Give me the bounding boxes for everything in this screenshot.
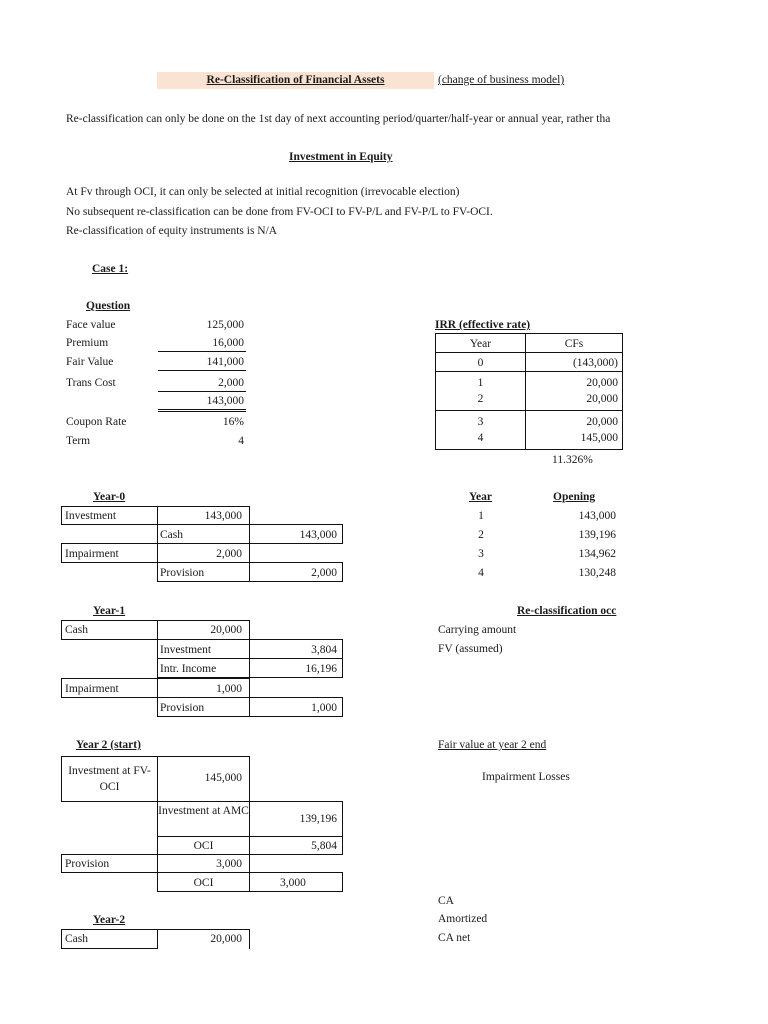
q-value-face-value: 125,000 — [206, 319, 244, 331]
irr-year-cell: 4 — [477, 432, 484, 444]
year1-investment-cr: 3,804 — [249, 639, 343, 659]
q-value-coupon-rate: 16% — [222, 416, 244, 428]
year2start-inv-amc-cr: 139,196 — [249, 801, 343, 837]
amort-opening: 134,962 — [578, 548, 616, 560]
year0-impairment-label: Impairment — [61, 543, 158, 563]
amort-opening: 139,196 — [578, 529, 616, 541]
year2-cash-label: Cash — [61, 929, 158, 949]
q-label-term: Term — [66, 435, 91, 447]
q-value-total: 143,000 — [206, 395, 244, 407]
divider — [158, 351, 246, 352]
year2start-oci2-label: OCI — [157, 872, 250, 892]
q-value-premium: 16,000 — [212, 337, 244, 349]
q-value-fair-value: 141,000 — [206, 356, 244, 368]
irr-year-cell: 1 — [477, 377, 484, 389]
irr-cf-cell: (143,000) — [525, 352, 623, 372]
reclass-fv-assumed: FV (assumed) — [438, 643, 503, 655]
year1-title: Year-1 — [93, 605, 126, 617]
q-value-term: 4 — [238, 435, 244, 447]
q-value-trans-cost: 2,000 — [218, 377, 244, 389]
year2-cash-dr: 20,000 — [157, 929, 250, 949]
year1-provision-cr: 1,000 — [249, 697, 343, 717]
section-title: Investment in Equity — [289, 151, 393, 163]
amort-year: 2 — [478, 529, 484, 541]
q-label-coupon-rate: Coupon Rate — [66, 416, 127, 428]
year2-title: Year-2 — [93, 914, 126, 926]
irr-cf-cell: 20,000 — [586, 377, 618, 389]
irr-cfs-3-4 — [525, 410, 623, 450]
year1-cash-dr: 20,000 — [157, 620, 250, 640]
reclass-impairment-losses: Impairment Losses — [482, 771, 570, 783]
reclass-title: Re-classification occ — [517, 605, 617, 617]
irr-cfs-1-2 — [525, 371, 623, 411]
year2start-provision-dr: 3,000 — [157, 854, 250, 873]
q-label-trans-cost: Trans Cost — [66, 377, 116, 389]
amort-year: 3 — [478, 548, 484, 560]
year2start-inv-fvoci-dr: 145,000 — [157, 756, 250, 802]
case-title: Case 1: — [92, 263, 129, 275]
irr-title: IRR (effective rate) — [435, 319, 531, 331]
year1-investment-label: Investment — [157, 639, 250, 659]
irr-year-cell: 2 — [477, 393, 484, 405]
irr-header-cfs: CFs — [525, 333, 623, 353]
year2start-provision-label: Provision — [61, 854, 158, 873]
irr-cf-cell: 20,000 — [586, 393, 618, 405]
year0-title: Year-0 — [93, 491, 126, 503]
bottom-label-ca-net: CA net — [438, 932, 471, 944]
year0-investment-label: Investment — [61, 506, 158, 525]
divider — [158, 411, 246, 412]
irr-year-cell: 0 — [435, 352, 526, 372]
year2start-inv-fvoci-label: Investment at FV-OCI — [61, 756, 158, 802]
q-label-premium: Premium — [66, 337, 109, 349]
note-3: Re-classification of equity instruments is N/A — [66, 225, 278, 237]
page-subtitle: (change of business model) — [438, 74, 565, 86]
irr-header-year: Year — [435, 333, 526, 353]
year0-provision-cr: 2,000 — [249, 562, 343, 582]
irr-cf-cell: 20,000 — [586, 416, 618, 428]
year1-provision-label: Provision — [157, 697, 250, 717]
year0-provision-label: Provision — [157, 562, 250, 582]
divider — [158, 391, 246, 392]
year2start-oci2-cr: 3,000 — [249, 872, 343, 892]
q-label-face-value: Face value — [66, 319, 116, 331]
irr-result: 11.326% — [552, 454, 593, 466]
amort-year: 4 — [478, 567, 484, 579]
divider — [158, 409, 246, 410]
irr-years-1-2 — [435, 371, 526, 411]
note-1: At Fv through OCI, it can only be selected at initial recognition (irrevocable election) — [66, 186, 460, 198]
note-2: No subsequent re-classification can be done from FV-OCI to FV-P/L and FV-P/L to FV-OCI. — [66, 206, 493, 218]
amort-year: 1 — [478, 510, 484, 522]
bottom-label-amortized: Amortized — [438, 913, 488, 925]
year0-cash-label: Cash — [157, 524, 250, 544]
page-title: Re-Classification of Financial Assets — [157, 72, 434, 89]
year0-cash-cr: 143,000 — [249, 524, 343, 544]
irr-year-cell: 3 — [477, 416, 484, 428]
year2start-title: Year 2 (start) — [76, 739, 141, 751]
divider — [158, 370, 246, 371]
amort-header-opening: Opening — [553, 491, 596, 503]
question-title: Question — [86, 300, 131, 312]
year2start-oci-cr: 5,804 — [249, 836, 343, 855]
intro-line: Re-classification can only be done on the 1st day of next accounting period/quarter/half-year or annual year, rather tha — [66, 113, 611, 125]
year1-impairment-label: Impairment — [61, 678, 158, 698]
amort-opening: 143,000 — [578, 510, 616, 522]
year0-impairment-dr: 2,000 — [157, 543, 250, 563]
amort-opening: 130,248 — [578, 567, 616, 579]
year1-impairment-dr: 1,000 — [157, 678, 250, 698]
q-label-fair-value: Fair Value — [66, 356, 114, 368]
bottom-label-ca: CA — [438, 895, 454, 907]
year2start-inv-amc-label: Investment at AMC — [157, 801, 250, 837]
irr-years-3-4 — [435, 410, 526, 450]
year2start-oci-label: OCI — [157, 836, 250, 855]
reclass-carrying-amount: Carrying amount — [438, 624, 517, 636]
year1-cash-label: Cash — [61, 620, 158, 640]
irr-cf-cell: 145,000 — [580, 432, 618, 444]
year1-intr-income-cr: 16,196 — [249, 658, 343, 678]
amort-header-year: Year — [469, 491, 492, 503]
reclass-fv-year2-end: Fair value at year 2 end — [438, 739, 547, 751]
year1-intr-income-label: Intr. Income — [157, 658, 250, 678]
year0-investment-dr: 143,000 — [157, 506, 250, 525]
